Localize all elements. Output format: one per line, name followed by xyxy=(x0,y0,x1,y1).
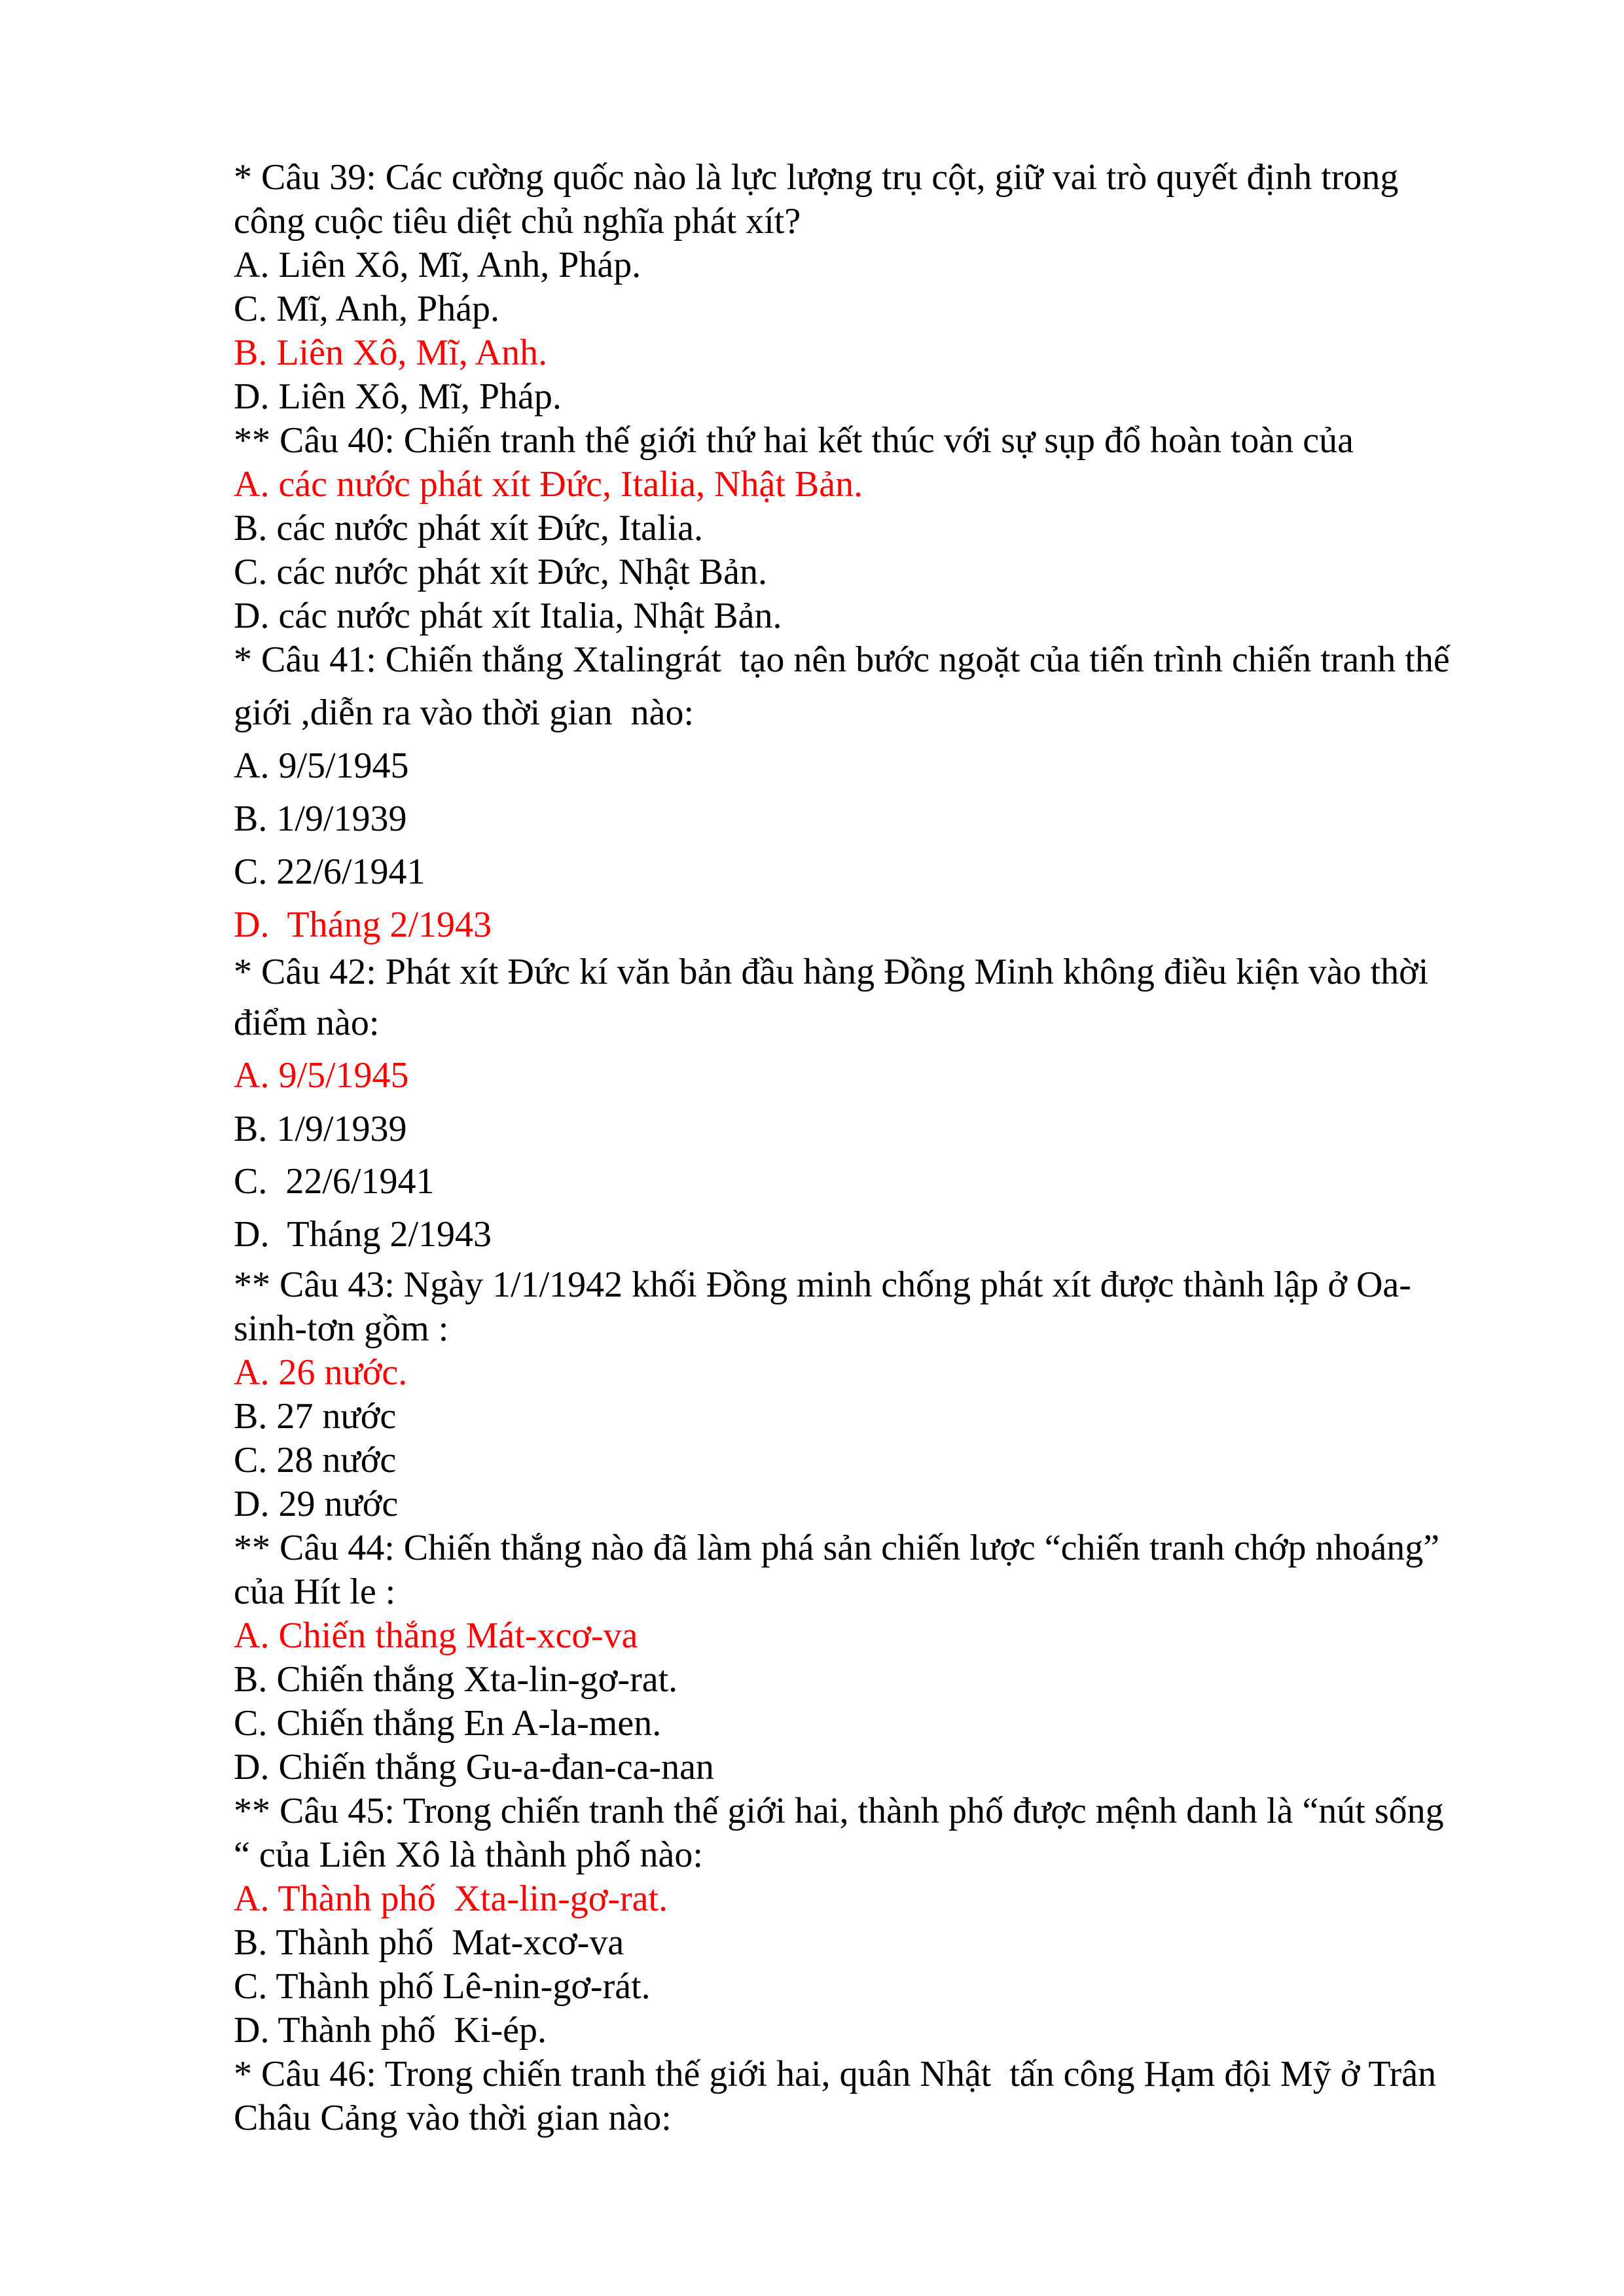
q41-option-c: C. 22/6/1941 xyxy=(234,852,425,892)
question-41-text-cont: giới ,diễn ra vào thời gian nào: xyxy=(234,692,695,733)
question-42-text-cont: điểm nào: xyxy=(234,1003,380,1043)
q44-option-d: D. Chiến thắng Gu-a-đan-ca-nan xyxy=(234,1747,714,1787)
question-45-text-cont: “ của Liên Xô là thành phố nào: xyxy=(234,1835,703,1875)
q40-option-a-answer: A. các nước phát xít Đức, Italia, Nhật Bản. xyxy=(234,464,863,505)
q41-option-d-answer: D. Tháng 2/1943 xyxy=(234,905,492,945)
q43-option-b: B. 27 nước xyxy=(234,1396,397,1437)
question-39-text: * Câu 39: Các cường quốc nào là lực lượng trụ cột, giữ vai trò quyết định trong xyxy=(234,157,1399,198)
question-46-text: * Câu 46: Trong chiến tranh thế giới hai, quân Nhật tấn công Hạm đội Mỹ ở Trân xyxy=(234,2054,1437,2094)
q45-option-d: D. Thành phố Ki-ép. xyxy=(234,2010,547,2051)
question-44-text-cont: của Hít le : xyxy=(234,1571,396,1612)
q42-option-a-answer: A. 9/5/1945 xyxy=(234,1055,409,1096)
q41-option-a: A. 9/5/1945 xyxy=(234,745,409,786)
q43-option-d: D. 29 nước xyxy=(234,1484,399,1524)
q40-option-b: B. các nước phát xít Đức, Italia. xyxy=(234,508,703,548)
q43-option-c: C. 28 nước xyxy=(234,1440,397,1480)
q42-option-d: D. Tháng 2/1943 xyxy=(234,1214,492,1255)
q39-option-c: C. Mĩ, Anh, Pháp. xyxy=(234,289,500,329)
q44-option-a-answer: A. Chiến thắng Mát-xcơ-va xyxy=(234,1615,638,1656)
q42-option-c: C. 22/6/1941 xyxy=(234,1161,435,1202)
q42-option-b: B. 1/9/1939 xyxy=(234,1109,407,1149)
question-43-text: ** Câu 43: Ngày 1/1/1942 khối Đồng minh chống phát xít được thành lập ở Oa- xyxy=(234,1265,1411,1305)
q39-option-a: A. Liên Xô, Mĩ, Anh, Pháp. xyxy=(234,245,641,285)
q41-option-b: B. 1/9/1939 xyxy=(234,798,407,839)
q45-option-c: C. Thành phố Lê-nin-gơ-rát. xyxy=(234,1966,651,2007)
q40-option-d: D. các nước phát xít Italia, Nhật Bản. xyxy=(234,596,782,636)
q40-option-c: C. các nước phát xít Đức, Nhật Bản. xyxy=(234,552,767,592)
question-41-text: * Câu 41: Chiến thắng Xtalingrát tạo nên bước ngoặt của tiến trình chiến tranh thế xyxy=(234,639,1450,680)
question-40-text: ** Câu 40: Chiến tranh thế giới thứ hai kết thúc với sự sụp đổ hoàn toàn của xyxy=(234,420,1354,461)
question-44-text: ** Câu 44: Chiến thắng nào đã làm phá sản chiến lược “chiến tranh chớp nhoáng” xyxy=(234,1528,1440,1568)
question-39-text-cont: công cuộc tiêu diệt chủ nghĩa phát xít? xyxy=(234,201,801,242)
q45-option-b: B. Thành phố Mat-xcơ-va xyxy=(234,1922,624,1963)
question-43-text-cont: sinh-tơn gồm : xyxy=(234,1308,449,1349)
question-46-text-cont: Châu Cảng vào thời gian nào: xyxy=(234,2098,672,2138)
question-42-text: * Câu 42: Phát xít Đức kí văn bản đầu hàng Đồng Minh không điều kiện vào thời xyxy=(234,952,1429,992)
question-45-text: ** Câu 45: Trong chiến tranh thế giới hai, thành phố được mệnh danh là “nút sống xyxy=(234,1791,1444,1831)
q44-option-b: B. Chiến thắng Xta-lin-gơ-rat. xyxy=(234,1659,678,1700)
q43-option-a-answer: A. 26 nước. xyxy=(234,1352,408,1393)
q39-option-d: D. Liên Xô, Mĩ, Pháp. xyxy=(234,376,562,417)
q39-option-b-answer: B. Liên Xô, Mĩ, Anh. xyxy=(234,332,548,373)
q45-option-a-answer: A. Thành phố Xta-lin-gơ-rat. xyxy=(234,1878,668,1919)
q44-option-c: C. Chiến thắng En A-la-men. xyxy=(234,1703,662,1744)
